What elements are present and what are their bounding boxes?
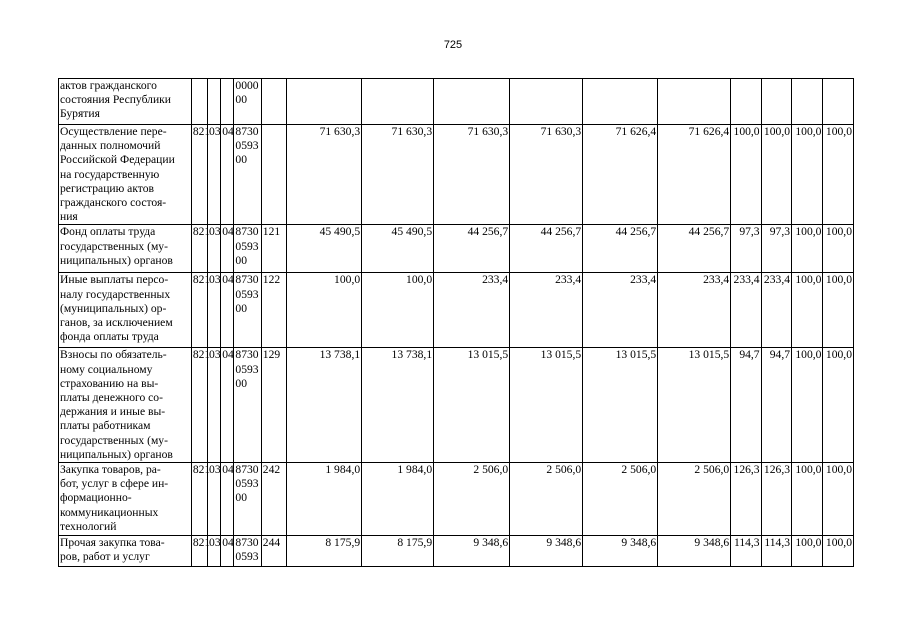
expense-name-line: Взносы по обязатель- xyxy=(60,348,167,362)
expense-name-line: ров, работ и услуг xyxy=(60,550,150,564)
target-article-line: 8730 xyxy=(235,125,259,138)
expense-name-line: коммуникационных xyxy=(60,505,159,519)
expense-name-line: платы работникам xyxy=(60,419,151,433)
value-cell-7: 100,0 xyxy=(731,125,761,225)
ved-code-cell: 821 xyxy=(191,348,207,463)
expense-name-line: государственных (му- xyxy=(60,239,168,253)
value-cell-5: 44 256,7 xyxy=(583,225,658,273)
table-row xyxy=(59,536,854,567)
target-article-line: 8730 xyxy=(235,273,259,287)
expense-name-line: Прочая закупка това- xyxy=(60,536,165,550)
value-cell-7: 114,3 xyxy=(731,536,761,567)
value-cell-8: 97,3 xyxy=(761,225,791,273)
table-row xyxy=(59,79,854,125)
ved-code-cell: 821 xyxy=(191,463,207,536)
expense-name-line: налу государственных xyxy=(60,287,171,301)
budget-table xyxy=(58,78,854,567)
target-article-line: 00 xyxy=(235,301,247,315)
target-article-line: 0593 xyxy=(235,362,259,376)
value-cell-7: 94,7 xyxy=(731,348,761,463)
target-article-line: 0593 xyxy=(235,239,259,253)
value-cell-7 xyxy=(731,79,761,125)
value-cell-4: 71 630,3 xyxy=(510,125,583,225)
expense-name-line: состояния Республики xyxy=(60,93,172,107)
target-article-cell xyxy=(234,79,261,125)
value-cell-1: 45 490,5 xyxy=(287,225,362,273)
target-article-line: 00 xyxy=(235,253,247,267)
expense-name-cell xyxy=(59,273,192,348)
target-article-cell xyxy=(234,463,261,536)
section-code-cell: 03 xyxy=(208,348,221,463)
value-cell-1 xyxy=(287,79,362,125)
target-article-line: 8730 xyxy=(235,536,259,550)
target-article-line: 0593 xyxy=(235,139,259,153)
expense-name-line: Осуществление пере- xyxy=(60,125,167,138)
value-cell-6: 233,4 xyxy=(658,273,731,348)
value-cell-1: 1 984,0 xyxy=(287,463,362,536)
value-cell-8: 233,4 xyxy=(761,273,791,348)
expense-name-cell xyxy=(59,348,192,463)
expense-name-cell xyxy=(59,79,192,125)
target-article-line: 00 xyxy=(235,93,247,107)
target-article-line: 0000 xyxy=(235,79,259,92)
value-cell-4: 44 256,7 xyxy=(510,225,583,273)
expense-name-cell xyxy=(59,125,192,225)
section-code-cell: 03 xyxy=(208,225,221,273)
value-cell-3: 13 015,5 xyxy=(434,348,510,463)
value-cell-10: 100,0 xyxy=(823,463,854,536)
value-cell-3: 233,4 xyxy=(434,273,510,348)
value-cell-1: 13 738,1 xyxy=(287,348,362,463)
ved-code-cell: 821 xyxy=(191,125,207,225)
expense-name-line: формационно- xyxy=(60,491,132,505)
ved-code-cell: 821 xyxy=(191,273,207,348)
value-cell-2: 13 738,1 xyxy=(362,348,434,463)
ved-code-cell xyxy=(191,79,207,125)
subsection-code-cell: 04 xyxy=(221,463,234,536)
target-article-cell xyxy=(234,125,261,225)
table-row xyxy=(59,463,854,536)
value-cell-5 xyxy=(583,79,658,125)
value-cell-9: 100,0 xyxy=(792,536,823,567)
target-article-line: 00 xyxy=(235,376,247,390)
expense-type-cell: 242 xyxy=(261,463,286,536)
value-cell-4: 233,4 xyxy=(510,273,583,348)
value-cell-2 xyxy=(362,79,434,125)
table-row xyxy=(59,225,854,273)
target-article-line: 0593 xyxy=(235,287,259,301)
expense-name-line: гражданского состоя- xyxy=(60,196,167,210)
value-cell-10: 100,0 xyxy=(823,536,854,567)
value-cell-6: 9 348,6 xyxy=(658,536,731,567)
expense-name-line: Бурятия xyxy=(60,107,100,121)
value-cell-6 xyxy=(658,79,731,125)
target-article-cell xyxy=(234,348,261,463)
expense-name-cell xyxy=(59,463,192,536)
expense-type-cell: 122 xyxy=(261,273,286,348)
value-cell-5: 2 506,0 xyxy=(583,463,658,536)
value-cell-5: 71 626,4 xyxy=(583,125,658,225)
section-code-cell: 03 xyxy=(208,463,221,536)
expense-name-line: ния xyxy=(60,210,78,224)
expense-name-line: бот, услуг в сфере ин- xyxy=(60,477,169,491)
value-cell-2: 1 984,0 xyxy=(362,463,434,536)
value-cell-2: 8 175,9 xyxy=(362,536,434,567)
value-cell-2: 45 490,5 xyxy=(362,225,434,273)
value-cell-3: 44 256,7 xyxy=(434,225,510,273)
target-article-line: 8730 xyxy=(235,225,259,239)
value-cell-4 xyxy=(510,79,583,125)
ved-code-cell: 821 xyxy=(191,225,207,273)
value-cell-3: 2 506,0 xyxy=(434,463,510,536)
expense-name-line: регистрацию актов xyxy=(60,181,154,195)
value-cell-8: 100,0 xyxy=(761,125,791,225)
subsection-code-cell: 04 xyxy=(221,348,234,463)
section-code-cell: 03 xyxy=(208,125,221,225)
value-cell-8: 126,3 xyxy=(761,463,791,536)
expense-type-cell: 129 xyxy=(261,348,286,463)
value-cell-9: 100,0 xyxy=(792,125,823,225)
section-code-cell: 03 xyxy=(208,536,221,567)
section-code-cell: 03 xyxy=(208,273,221,348)
target-article-cell xyxy=(234,225,261,273)
expense-name-cell xyxy=(59,536,192,567)
value-cell-8: 94,7 xyxy=(761,348,791,463)
expense-type-cell: 244 xyxy=(261,536,286,567)
value-cell-4: 2 506,0 xyxy=(510,463,583,536)
value-cell-6: 13 015,5 xyxy=(658,348,731,463)
expense-name-line: актов гражданского xyxy=(60,79,157,92)
expense-name-line: фонда оплаты труда xyxy=(60,330,159,344)
expense-name-line: Иные выплаты персо- xyxy=(60,273,169,287)
value-cell-4: 13 015,5 xyxy=(510,348,583,463)
value-cell-9: 100,0 xyxy=(792,348,823,463)
value-cell-2: 71 630,3 xyxy=(362,125,434,225)
value-cell-3: 9 348,6 xyxy=(434,536,510,567)
expense-name-line: Российской Федерации xyxy=(60,153,175,167)
expense-name-line: Закупка товаров, ра- xyxy=(60,463,161,477)
expense-name-line: страхованию на вы- xyxy=(60,376,159,390)
value-cell-5: 9 348,6 xyxy=(583,536,658,567)
target-article-line: 8730 xyxy=(235,463,259,477)
subsection-code-cell xyxy=(221,79,234,125)
expense-name-line: на государственную xyxy=(60,167,160,181)
subsection-code-cell: 04 xyxy=(221,273,234,348)
expense-name-line: ниципальных) органов xyxy=(60,447,173,461)
value-cell-9 xyxy=(792,79,823,125)
target-article-line: 8730 xyxy=(235,348,259,362)
expense-name-line: Фонд оплаты труда xyxy=(60,225,156,239)
expense-type-cell: 121 xyxy=(261,225,286,273)
section-code-cell xyxy=(208,79,221,125)
expense-name-line: ганов, за исключением xyxy=(60,316,173,330)
value-cell-1: 100,0 xyxy=(287,273,362,348)
value-cell-6: 44 256,7 xyxy=(658,225,731,273)
target-article-cell xyxy=(234,536,261,567)
value-cell-6: 71 626,4 xyxy=(658,125,731,225)
value-cell-8: 114,3 xyxy=(761,536,791,567)
expense-name-line: (муниципальных) ор- xyxy=(60,301,167,315)
subsection-code-cell: 04 xyxy=(221,225,234,273)
value-cell-5: 233,4 xyxy=(583,273,658,348)
expense-name-cell xyxy=(59,225,192,273)
expense-name-line: ниципальных) органов xyxy=(60,253,173,267)
target-article-line: 00 xyxy=(235,491,247,505)
value-cell-10: 100,0 xyxy=(823,125,854,225)
value-cell-9: 100,0 xyxy=(792,273,823,348)
value-cell-9: 100,0 xyxy=(792,225,823,273)
table-row xyxy=(59,348,854,463)
expense-name-line: платы денежного со- xyxy=(60,391,163,405)
target-article-line: 0593 xyxy=(235,550,259,564)
value-cell-7: 233,4 xyxy=(731,273,761,348)
value-cell-8 xyxy=(761,79,791,125)
expense-type-cell xyxy=(261,79,286,125)
expense-name-line: государственных (му- xyxy=(60,433,168,447)
value-cell-10: 100,0 xyxy=(823,348,854,463)
value-cell-10: 100,0 xyxy=(823,225,854,273)
table-row xyxy=(59,125,854,225)
target-article-line: 0593 xyxy=(235,477,259,491)
table-row xyxy=(59,273,854,348)
target-article-cell xyxy=(234,273,261,348)
value-cell-2: 100,0 xyxy=(362,273,434,348)
value-cell-3 xyxy=(434,79,510,125)
subsection-code-cell: 04 xyxy=(221,536,234,567)
value-cell-10: 100,0 xyxy=(823,273,854,348)
value-cell-10 xyxy=(823,79,854,125)
value-cell-5: 13 015,5 xyxy=(583,348,658,463)
expense-name-line: данных полномочий xyxy=(60,139,161,153)
value-cell-1: 71 630,3 xyxy=(287,125,362,225)
value-cell-1: 8 175,9 xyxy=(287,536,362,567)
value-cell-9: 100,0 xyxy=(792,463,823,536)
target-article-line: 00 xyxy=(235,153,247,167)
expense-name-line: технологий xyxy=(60,519,117,533)
page-number: 725 xyxy=(443,39,463,51)
value-cell-7: 126,3 xyxy=(731,463,761,536)
expense-name-line: держания и иные вы- xyxy=(60,405,166,419)
value-cell-4: 9 348,6 xyxy=(510,536,583,567)
ved-code-cell: 821 xyxy=(191,536,207,567)
value-cell-3: 71 630,3 xyxy=(434,125,510,225)
expense-type-cell xyxy=(261,125,286,225)
subsection-code-cell: 04 xyxy=(221,125,234,225)
value-cell-7: 97,3 xyxy=(731,225,761,273)
value-cell-6: 2 506,0 xyxy=(658,463,731,536)
expense-name-line: ному социальному xyxy=(60,362,153,376)
